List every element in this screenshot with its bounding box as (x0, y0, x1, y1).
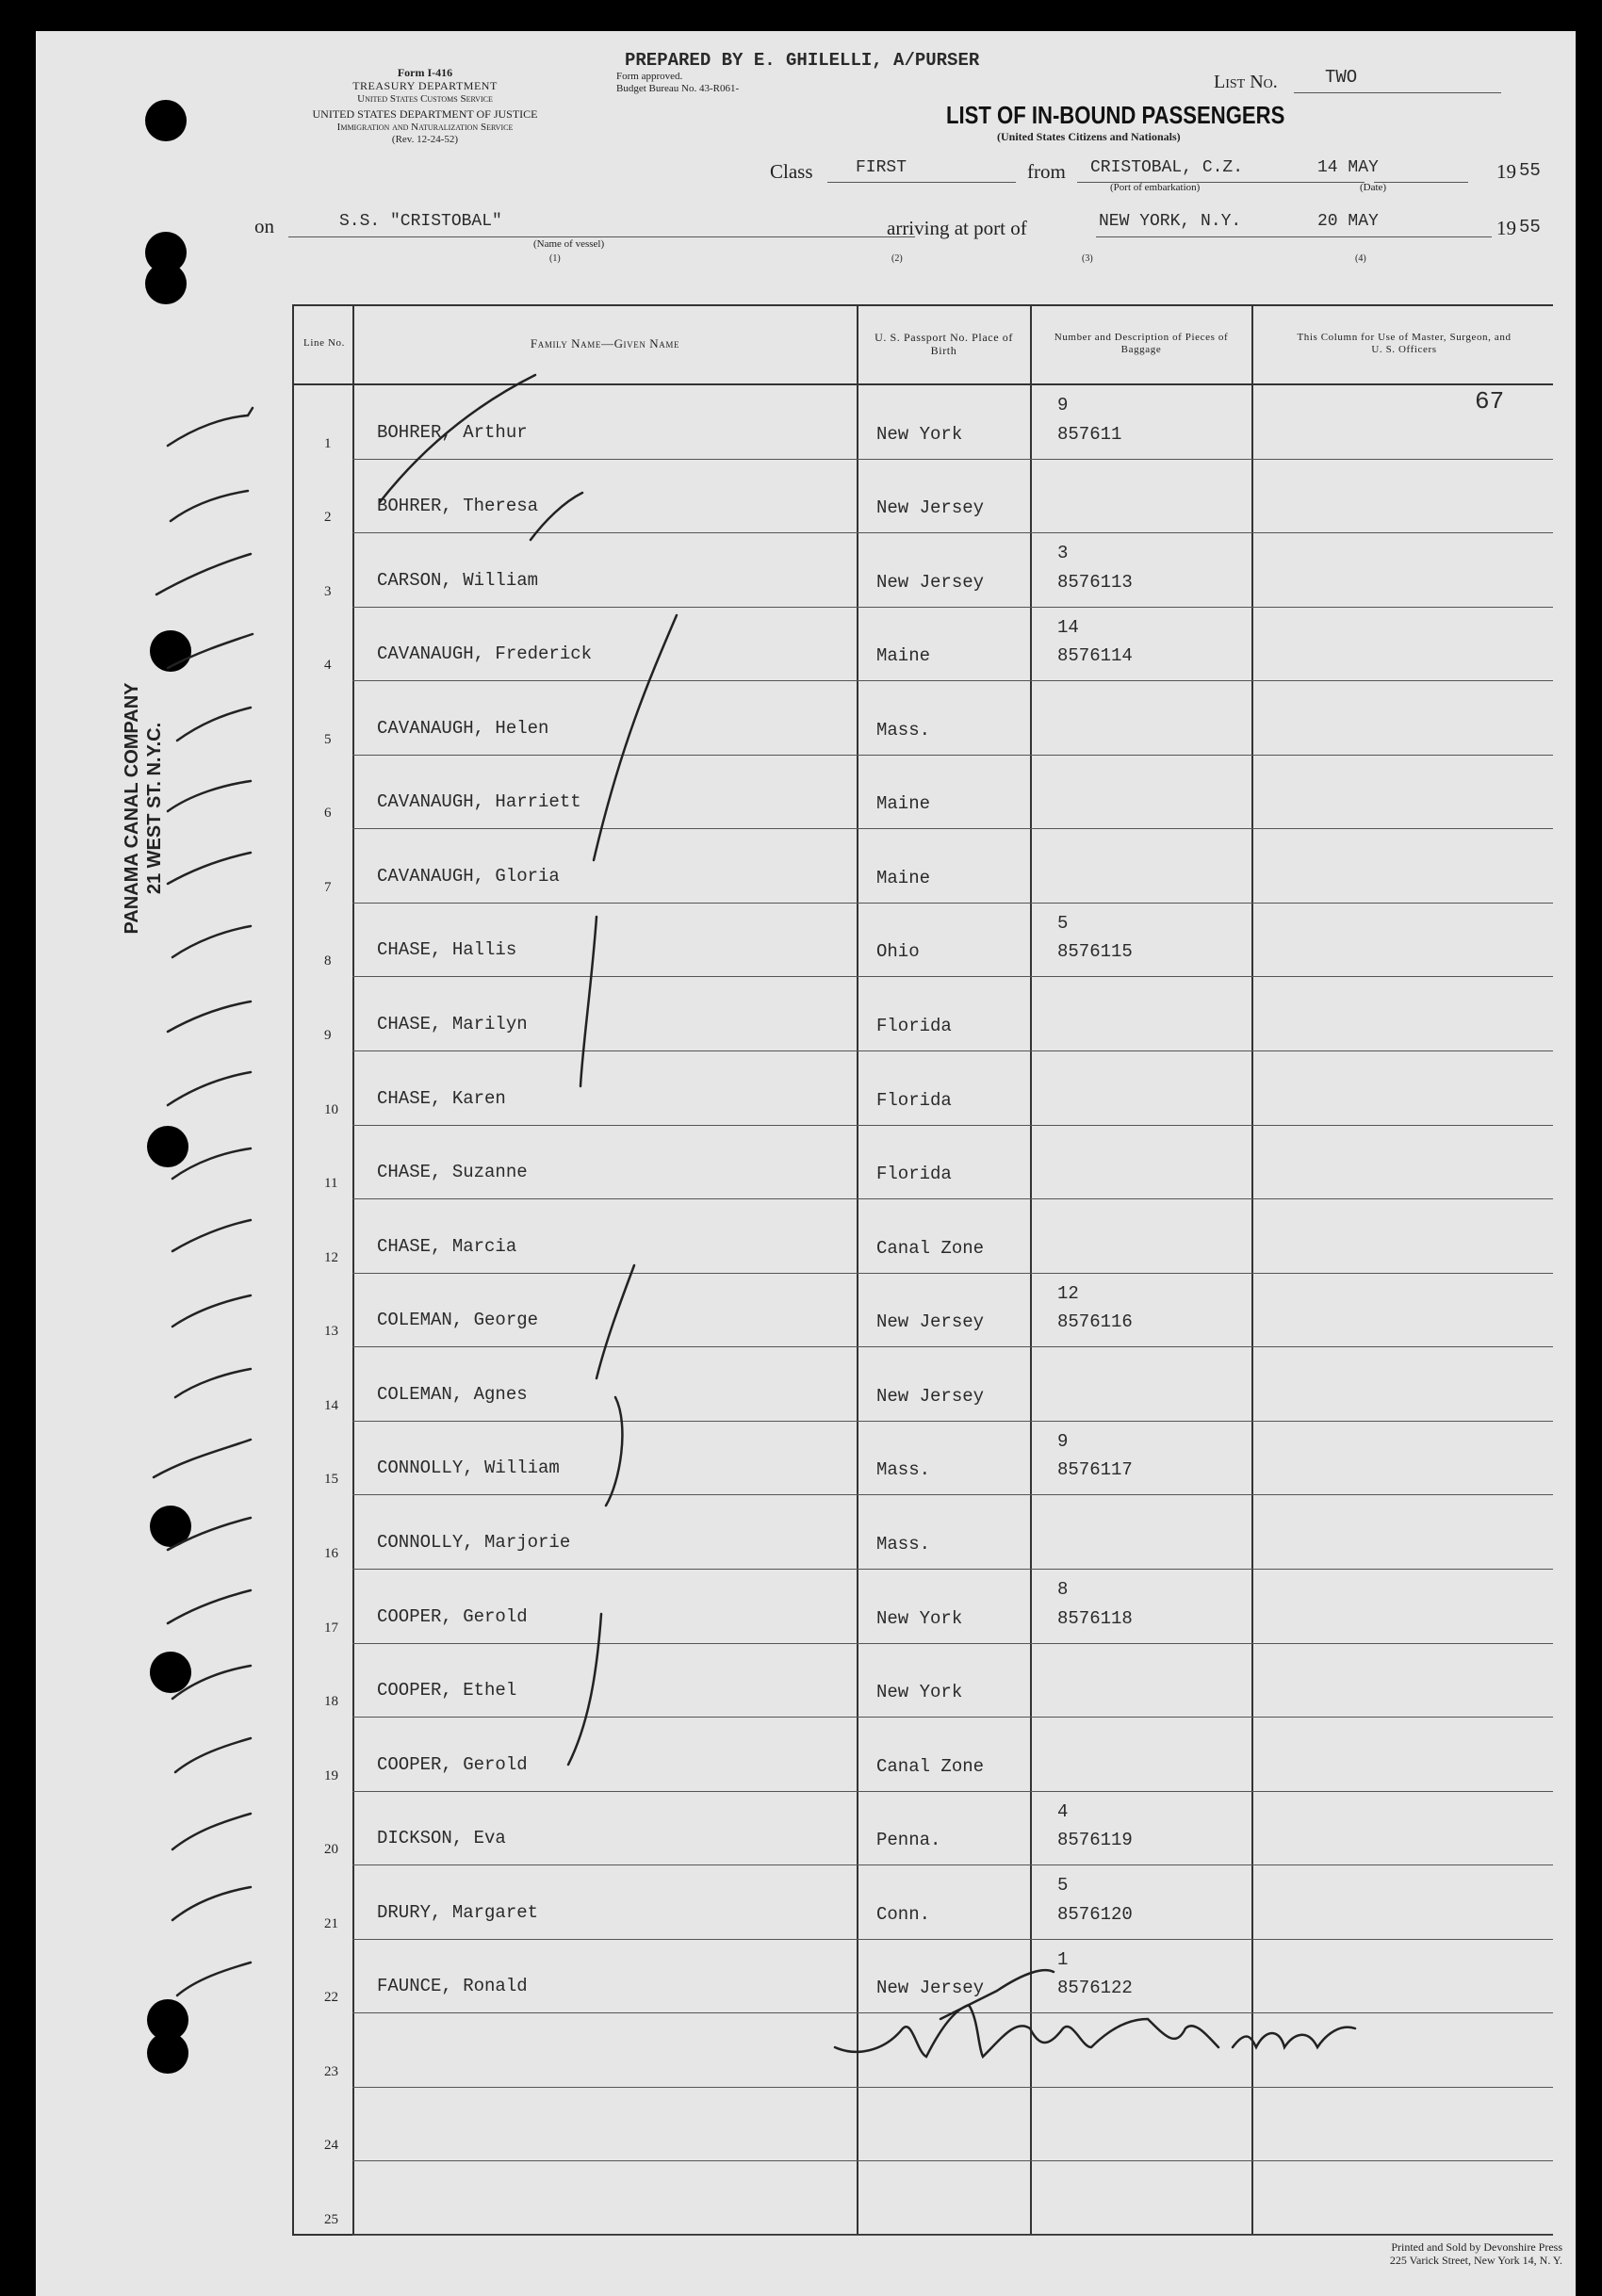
place-of-birth: Florida (876, 1164, 952, 1185)
line-number: 16 (324, 1545, 338, 1561)
table-row (292, 1718, 1553, 1792)
baggage-count: 8 (1057, 1578, 1069, 1600)
table-row (292, 533, 1553, 608)
page-title: LIST OF IN-BOUND PASSENGERS (946, 101, 1285, 129)
budget-line: Budget Bureau No. 43-R061- (616, 82, 740, 94)
binder-hole (147, 1126, 188, 1167)
stamp-line-2: 21 WEST ST. N.Y.C. (144, 722, 165, 895)
year-value-1: 55 (1519, 160, 1541, 181)
col4-caption: (4) (1355, 253, 1366, 264)
check-mark (168, 853, 251, 884)
check-mark (154, 1440, 251, 1477)
baggage-number: 8576116 (1057, 1311, 1133, 1333)
baggage-count: 9 (1057, 395, 1069, 415)
year-prefix-1: 19 (1496, 160, 1516, 183)
table-row (292, 1422, 1553, 1496)
page-subtitle: (United States Citizens and Nationals) (997, 130, 1181, 143)
place-of-birth: New York (876, 423, 963, 445)
year-value-2: 55 (1519, 217, 1541, 237)
binder-hole (150, 1506, 191, 1547)
passenger-name: CONNOLLY, William (377, 1457, 560, 1479)
passenger-name: BOHRER, Theresa (377, 496, 539, 517)
date-underline (1374, 182, 1468, 183)
passenger-name: DRURY, Margaret (377, 1901, 539, 1923)
row-rule (352, 2235, 1553, 2236)
passenger-name: CONNOLLY, Marjorie (377, 1531, 571, 1553)
table-row (292, 1495, 1553, 1570)
table-row (292, 756, 1553, 830)
place-of-birth: Canal Zone (876, 1755, 985, 1777)
vessel-caption: (Name of vessel) (533, 238, 605, 250)
passenger-name: CHASE, Karen (377, 1087, 506, 1109)
col3-caption: (3) (1082, 253, 1093, 264)
col2-caption: (2) (891, 253, 903, 264)
baggage-number: 8576115 (1057, 941, 1133, 963)
check-mark (175, 1738, 251, 1772)
passenger-name: COLEMAN, George (377, 1310, 539, 1331)
list-no-value: TWO (1325, 67, 1358, 88)
line-number: 25 (324, 2211, 338, 2227)
check-mark (171, 491, 248, 521)
class-label: Class (770, 160, 813, 183)
passenger-name: DICKSON, Eva (377, 1828, 506, 1849)
class-value: FIRST (856, 158, 907, 177)
baggage-number: 8576122 (1057, 1978, 1133, 1999)
vessel-underline (288, 236, 915, 237)
place-of-birth: New York (876, 1607, 963, 1629)
place-of-birth: Florida (876, 1089, 952, 1111)
place-of-birth: New Jersey (876, 497, 985, 519)
line-number: 23 (324, 2063, 338, 2079)
table-row (292, 1126, 1553, 1200)
passenger-name: CARSON, William (377, 569, 539, 591)
header-line-no: Line No. (303, 337, 345, 350)
arrival-underline (1096, 236, 1492, 237)
year-prefix-2: 19 (1496, 217, 1516, 239)
place-of-birth: New Jersey (876, 1311, 985, 1333)
line-number: 17 (324, 1620, 338, 1636)
baggage-number: 8576113 (1057, 571, 1133, 593)
check-mark (172, 1295, 251, 1327)
line-number: 22 (324, 1990, 338, 2006)
place-of-birth: Maine (876, 645, 931, 667)
from-label: from (1027, 160, 1066, 183)
baggage-number: 8576114 (1057, 645, 1133, 667)
baggage-count: 1 (1057, 1948, 1069, 1970)
form-approved (616, 71, 739, 94)
arrival-date: 20 MAY (1317, 212, 1379, 231)
baggage-count: 3 (1057, 543, 1069, 564)
place-of-birth: Penna. (876, 1830, 941, 1851)
passenger-name: COOPER, Gerold (377, 1605, 528, 1627)
place-of-birth: Maine (876, 793, 931, 815)
line-number: 5 (324, 731, 332, 747)
table-row (292, 2088, 1553, 2162)
customs-line: United States Customs Service (357, 92, 493, 105)
header-baggage: Number and Description of Pieces of Baggage (1054, 331, 1229, 355)
place-of-birth: New Jersey (876, 571, 985, 593)
table-row (292, 1865, 1553, 1940)
place-of-birth: Mass. (876, 1459, 931, 1481)
passenger-name: CAVANAUGH, Gloria (377, 865, 560, 887)
baggage-number: 8576120 (1057, 1903, 1133, 1925)
binder-hole (150, 630, 191, 672)
place-of-birth: Conn. (876, 1903, 931, 1925)
passenger-table (292, 304, 1553, 2236)
binder-hole (147, 2032, 188, 2074)
passenger-name: CHASE, Marcia (377, 1235, 517, 1257)
baggage-number: 8576117 (1057, 1459, 1133, 1481)
line-number: 11 (324, 1176, 338, 1192)
line-number: 21 (324, 1915, 338, 1931)
table-row (292, 681, 1553, 756)
check-mark (177, 1962, 251, 1995)
line-number: 15 (324, 1472, 338, 1488)
officer-note: 67 (1475, 387, 1505, 415)
baggage-number: 857611 (1057, 423, 1122, 445)
line-number: 2 (324, 510, 332, 526)
table-row (292, 2013, 1553, 2088)
table-row (292, 1274, 1553, 1348)
place-of-birth: New Jersey (876, 1978, 985, 1999)
port-embark-caption: (Port of embarkation) (1110, 182, 1201, 193)
prepared-by: PREPARED BY E. GHILELLI, A/PURSER (625, 50, 980, 71)
class-underline (827, 182, 1016, 183)
line-number: 14 (324, 1397, 338, 1413)
place-of-birth: New Jersey (876, 1385, 985, 1407)
check-mark (156, 554, 251, 594)
binder-hole (150, 1652, 191, 1693)
check-mark (172, 1220, 251, 1251)
passenger-name: CHASE, Suzanne (377, 1162, 528, 1183)
document-page (36, 31, 1576, 2296)
baggage-number: 8576118 (1057, 1607, 1133, 1629)
baggage-count: 12 (1057, 1282, 1079, 1304)
from-date: 14 MAY (1317, 158, 1379, 177)
passenger-name: CHASE, Marilyn (377, 1014, 528, 1035)
place-of-birth: Maine (876, 867, 931, 888)
table-row (292, 1051, 1553, 1126)
list-no-label: List No. (1214, 72, 1278, 92)
table-row (292, 460, 1553, 534)
place-of-birth: Ohio (876, 941, 920, 963)
check-mark (168, 1072, 251, 1105)
line-number: 3 (324, 583, 332, 599)
passenger-name: FAUNCE, Ronald (377, 1976, 528, 1997)
list-no-underline (1294, 92, 1501, 93)
justice-line: UNITED STATES DEPARTMENT OF JUSTICE (312, 107, 538, 122)
form-approved-line: Form approved. (616, 71, 683, 82)
form-number: Form I-416 (397, 66, 453, 79)
printer-line-2: 225 Varick Street, New York 14, N. Y. (1389, 2253, 1562, 2267)
arrival-port: NEW YORK, N.Y. (1099, 212, 1242, 231)
date-caption: (Date) (1360, 182, 1387, 193)
form-block (251, 67, 599, 145)
line-number: 6 (324, 806, 332, 822)
baggage-count: 5 (1057, 912, 1069, 934)
company-stamp (121, 667, 166, 950)
passenger-name: CAVANAUGH, Frederick (377, 643, 593, 665)
passenger-name: COOPER, Gerold (377, 1753, 528, 1775)
printer-line-1: Printed and Sold by Devonshire Press (1391, 2240, 1562, 2254)
check-mark (172, 1887, 251, 1920)
arriving-label: arriving at port of (887, 217, 1027, 239)
check-mark (168, 1590, 251, 1623)
ins-line: Immigration and Naturalization Service (336, 122, 514, 134)
check-mark (177, 708, 251, 741)
on-label: on (254, 215, 274, 237)
place-of-birth: Florida (876, 1016, 952, 1037)
check-mark (168, 781, 251, 811)
table-row (292, 2161, 1553, 2236)
binder-hole (145, 100, 187, 141)
table-row (292, 977, 1553, 1051)
line-number: 7 (324, 879, 332, 895)
table-row (292, 904, 1553, 978)
line-number: 1 (324, 435, 332, 451)
binder-hole (145, 263, 187, 304)
table-row (292, 385, 1553, 460)
table-row (292, 1570, 1553, 1644)
baggage-count: 5 (1057, 1875, 1069, 1897)
table-row (292, 608, 1553, 682)
baggage-number: 8576119 (1057, 1830, 1133, 1851)
line-number: 8 (324, 953, 332, 969)
signature-text (884, 2066, 891, 2067)
stamp-line-1: PANAMA CANAL COMPANY (122, 682, 142, 935)
line-number: 13 (324, 1324, 338, 1340)
table-row (292, 1792, 1553, 1866)
passenger-name: CAVANAUGH, Harriett (377, 791, 581, 813)
passenger-name: CAVANAUGH, Helen (377, 717, 549, 739)
col1-caption: (1) (549, 253, 561, 264)
rev-line: (Rev. 12-24-52) (391, 133, 459, 145)
table-row (292, 1199, 1553, 1274)
header-officers: This Column for Use of Master, Surgeon, and U. S. Officers (1297, 331, 1512, 355)
baggage-count: 4 (1057, 1800, 1069, 1822)
baggage-count: 9 (1057, 1430, 1069, 1452)
treasury-line: TREASURY DEPARTMENT (352, 78, 498, 92)
line-number: 18 (324, 1694, 338, 1710)
table-row (292, 1644, 1553, 1718)
passenger-name: CHASE, Hallis (377, 939, 517, 961)
baggage-count: 14 (1057, 616, 1079, 638)
passenger-name: COOPER, Ethel (377, 1680, 517, 1702)
place-of-birth: New York (876, 1682, 963, 1703)
place-of-birth: Mass. (876, 1533, 931, 1555)
line-number: 9 (324, 1028, 332, 1044)
line-number: 20 (324, 1842, 338, 1858)
check-mark (172, 926, 251, 957)
passenger-name: COLEMAN, Agnes (377, 1383, 528, 1405)
check-mark (172, 1814, 251, 1849)
passenger-name: BOHRER, Arthur (377, 421, 528, 443)
check-mark (175, 1369, 251, 1397)
table-row (292, 829, 1553, 904)
line-number: 12 (324, 1249, 338, 1265)
line-number: 10 (324, 1101, 338, 1117)
printer-imprint (1251, 2241, 1562, 2268)
place-of-birth: Mass. (876, 719, 931, 741)
table-row (292, 1347, 1553, 1422)
table-row (292, 1940, 1553, 2014)
line-number: 24 (324, 2138, 338, 2154)
place-of-birth: Canal Zone (876, 1237, 985, 1259)
header-family-name: Family Name—Given Name (530, 336, 680, 351)
check-mark (168, 408, 253, 446)
check-mark (168, 1001, 251, 1032)
from-port: CRISTOBAL, C.Z. (1090, 158, 1244, 177)
header-passport: U. S. Passport No. Place of Birth (875, 330, 1013, 357)
vessel-name: S.S. "CRISTOBAL" (339, 212, 502, 231)
line-number: 19 (324, 1767, 338, 1783)
line-number: 4 (324, 658, 332, 674)
